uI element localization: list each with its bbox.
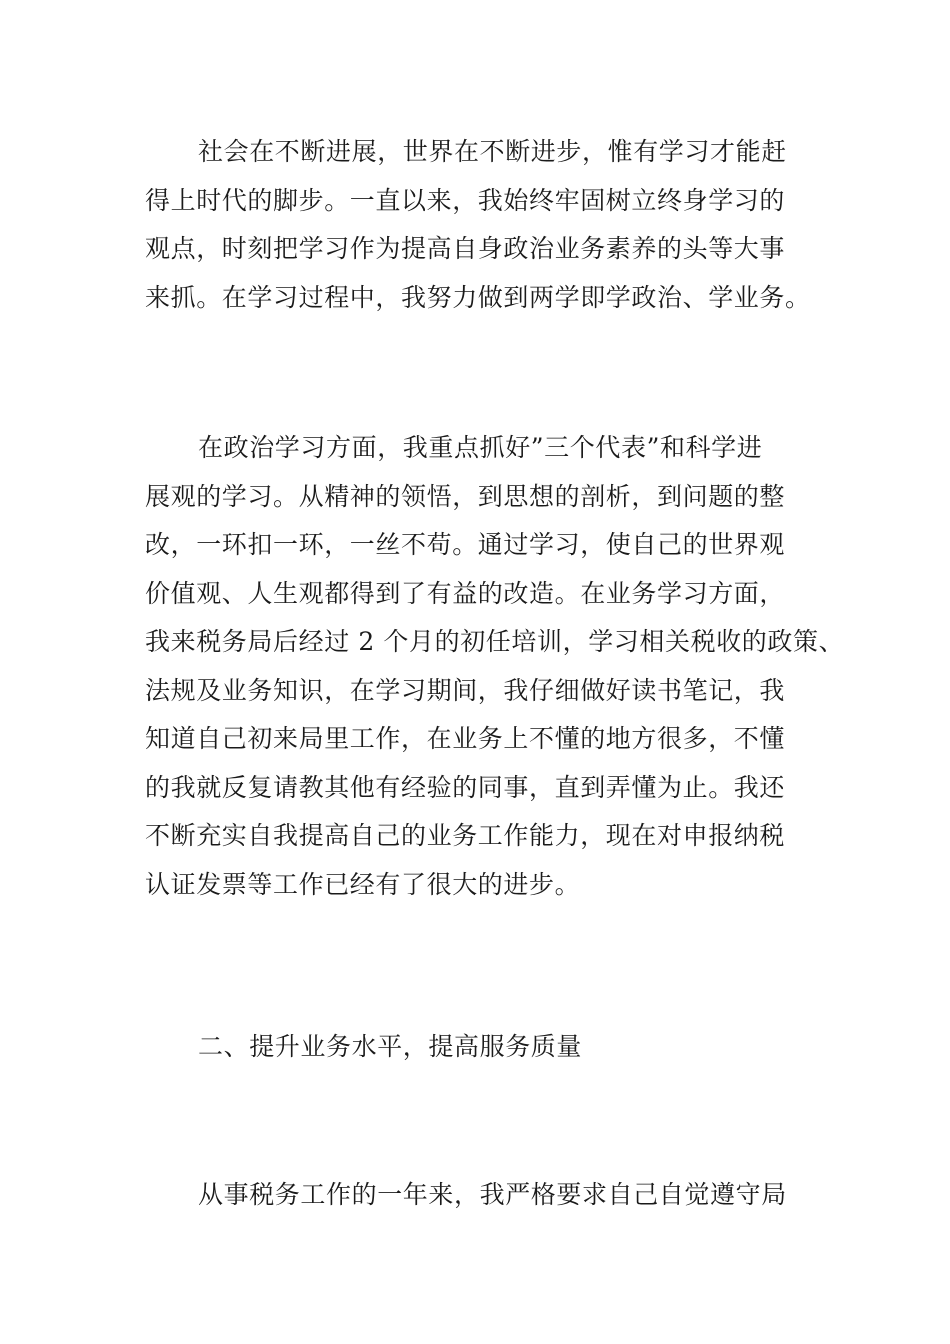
text-line: 知道自己初来局里工作，在业务上不懂的地方很多，不懂 xyxy=(145,724,786,753)
text-line: 价值观、人生观都得到了有益的改造。在业务学习方面， xyxy=(145,578,786,608)
text-line: 改，一环扣一环，一丝不苟。通过学习，使自己的世界观 xyxy=(145,530,786,559)
text-line: 的我就反复请教其他有经验的同事，直到弄懂为止。我还 xyxy=(145,772,786,802)
text-line: 从事税务工作的一年来，我严格要求自己自觉遵守局 xyxy=(198,1180,787,1209)
text-line: 展观的学习。从精神的领悟，到思想的剖析，到问题的整 xyxy=(145,481,786,511)
text-line: 观点，时刻把学习作为提高自身政治业务素养的头等大事 xyxy=(145,234,786,263)
text-line: 得上时代的脚步。一直以来，我始终牢固树立终身学习的 xyxy=(145,185,786,215)
text-line: 社会在不断进展，世界在不断进步，惟有学习才能赶 xyxy=(198,137,787,166)
text-line: 在政治学习方面，我重点抓好”三个代表”和科学进 xyxy=(198,433,763,462)
text-line: 来抓。在学习过程中，我努力做到两学即学政治、学业务。 xyxy=(145,282,811,312)
paragraph-tax-work xyxy=(145,1171,810,1220)
text-line: 认证发票等工作已经有了很大的进步。 xyxy=(145,869,581,899)
text-line: 不断充实自我提高自己的业务工作能力，现在对申报纳税 xyxy=(145,821,786,850)
text-line: 我来税务局后经过 2 个月的初任培训，学习相关税收的政策、 xyxy=(145,627,845,656)
paragraph-political-study xyxy=(145,424,845,909)
text-line: 法规及业务知识，在学习期间，我仔细做好读书笔记，我 xyxy=(145,675,786,705)
paragraph-study-importance xyxy=(145,128,810,322)
section-heading-text: 二、提升业务水平，提高服务质量 xyxy=(198,1032,583,1061)
section-heading xyxy=(145,1023,810,1072)
